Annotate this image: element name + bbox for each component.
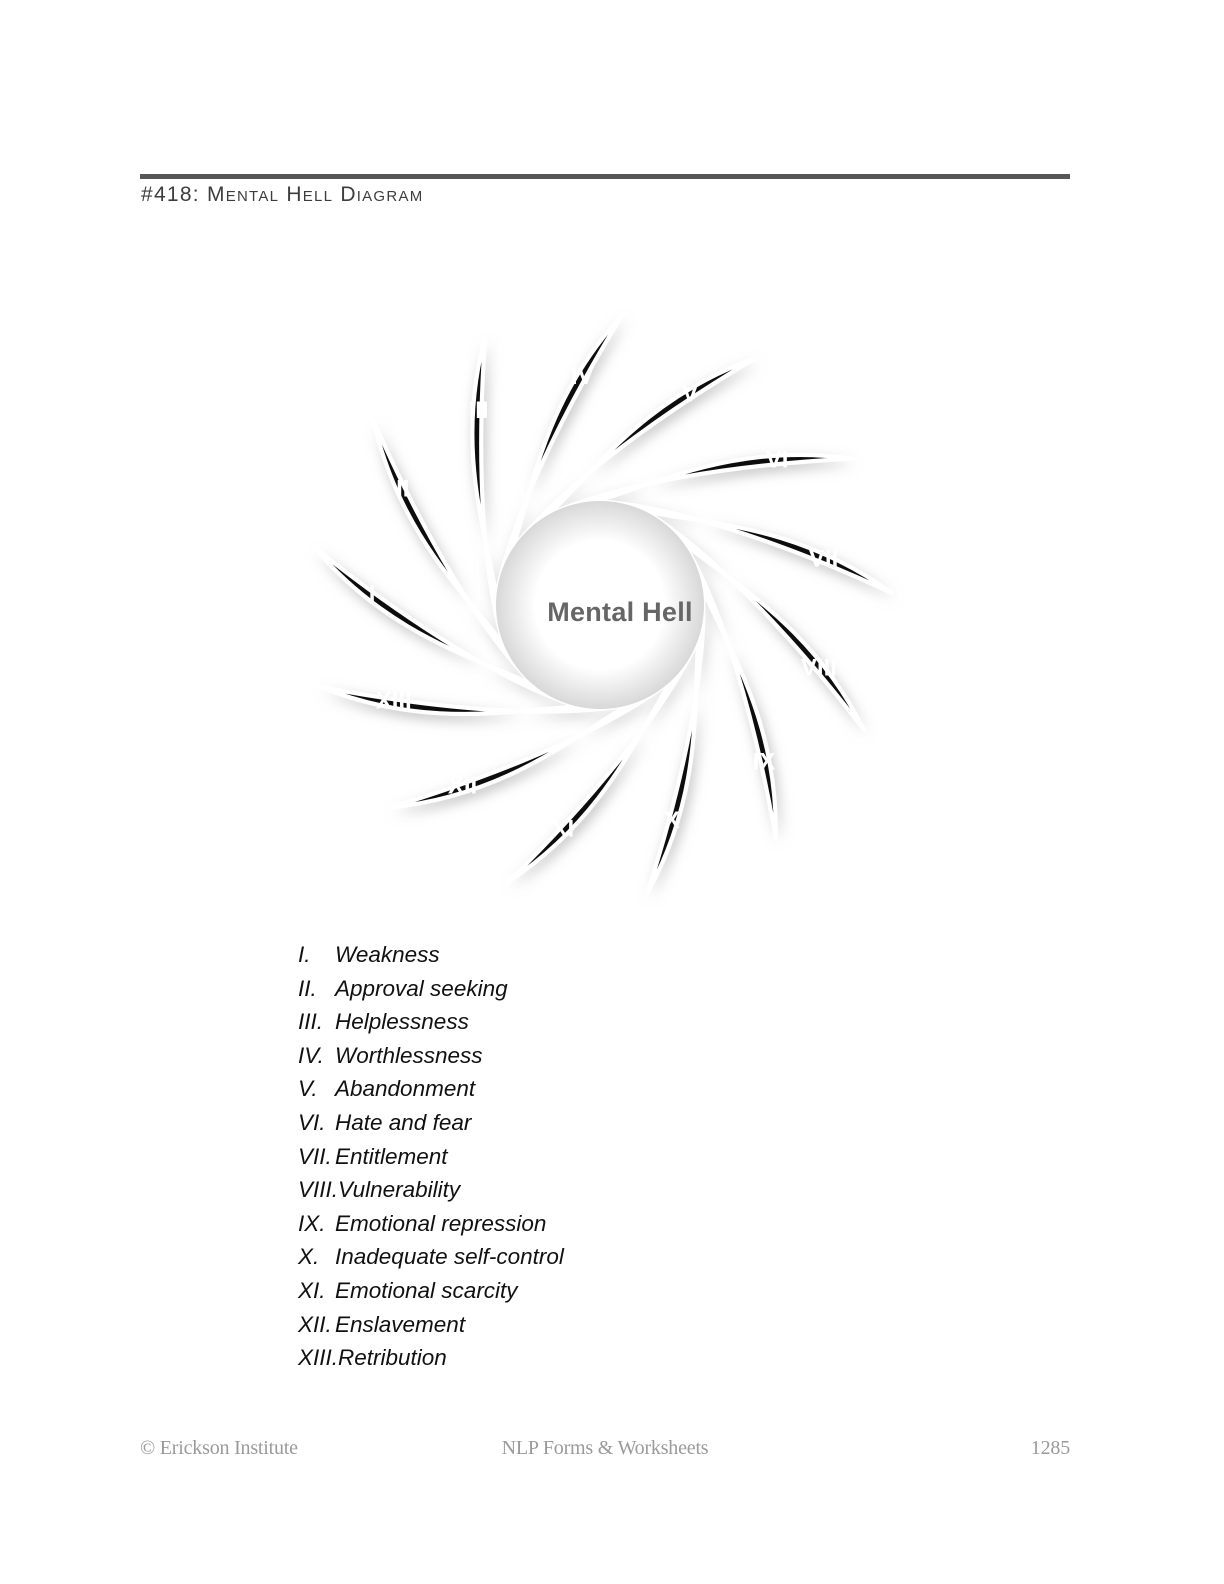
- list-item-label: Weakness: [335, 942, 440, 967]
- blade-numeral-XI: XI: [551, 815, 575, 843]
- blade-numeral-VII: VII: [808, 545, 839, 573]
- blade-numeral-I: I: [368, 580, 376, 608]
- list-item: [298, 1240, 918, 1274]
- list-item: [298, 1072, 918, 1106]
- list-item-label: Entitlement: [335, 1143, 448, 1169]
- blade-numeral-X: X: [663, 806, 680, 834]
- list-item-numeral: XI.: [298, 1277, 326, 1303]
- footer-page-number: 1285: [1030, 1437, 1070, 1459]
- list-item: [298, 1274, 918, 1308]
- list-item-label: Emotional repression: [335, 1210, 547, 1236]
- mental-hell-diagram: [280, 300, 920, 920]
- list-item: [298, 972, 918, 1006]
- list-item: [298, 1106, 918, 1140]
- list-item-numeral: X.: [298, 1244, 320, 1270]
- page-footer: [140, 1437, 1070, 1463]
- list-item: [298, 1039, 918, 1073]
- blade-numeral-XIII: XIII: [375, 687, 412, 715]
- list-item-label: Approval seeking: [335, 975, 508, 1001]
- list-item: [298, 1207, 918, 1241]
- list-item: [298, 938, 918, 972]
- list-item: [298, 1173, 918, 1207]
- blade-numeral-II: II: [396, 475, 410, 503]
- list-item-label: Helplessness: [335, 1009, 469, 1035]
- list-item: [298, 1341, 918, 1375]
- page-title: #418: Mental Hell Diagram: [141, 183, 424, 206]
- diagram-svg: [280, 300, 920, 920]
- blade-numeral-IV: IV: [570, 362, 594, 390]
- list-item-numeral: V.: [298, 1076, 318, 1102]
- list-item-numeral: I.: [298, 942, 311, 967]
- blade-numeral-VIII: VIII: [800, 654, 837, 682]
- mental-hell-item-list: [298, 938, 918, 1375]
- list-item-label: Vulnerability: [338, 1177, 461, 1203]
- blade-numeral-XII: XII: [447, 772, 478, 800]
- list-item-numeral: IV.: [298, 1042, 324, 1068]
- blade-numeral-VI: VI: [765, 446, 789, 474]
- list-item-numeral: VI.: [298, 1109, 326, 1135]
- list-item-numeral: II.: [298, 975, 317, 1001]
- list-item-numeral: VIII.: [298, 1177, 339, 1203]
- blade-numeral-V: V: [681, 380, 699, 408]
- list-item-numeral: XIII.: [298, 1345, 339, 1371]
- header-rule: [140, 174, 1070, 179]
- list-item-label: Retribution: [338, 1345, 447, 1371]
- list-item-label: Enslavement: [335, 1311, 466, 1337]
- center-label: Mental Hell: [547, 596, 693, 627]
- center-disc: [496, 501, 704, 709]
- footer-doc-title: NLP Forms & Worksheets: [501, 1437, 709, 1459]
- blade-numeral-IX: IX: [752, 748, 776, 776]
- list-item-numeral: XII.: [298, 1311, 332, 1337]
- list-item-numeral: VII.: [298, 1143, 332, 1169]
- list-item-label: Inadequate self-control: [335, 1244, 564, 1270]
- list-item-label: Worthlessness: [335, 1042, 483, 1068]
- list-item: [298, 1308, 918, 1342]
- list-item-numeral: IX.: [298, 1210, 326, 1236]
- list-item: [298, 1140, 918, 1174]
- blade-numeral-III: III: [468, 397, 489, 425]
- list-item-label: Abandonment: [335, 1076, 476, 1102]
- list-item-label: Emotional scarcity: [335, 1277, 518, 1303]
- list-item-numeral: III.: [298, 1009, 324, 1035]
- list-item: [298, 1005, 918, 1039]
- list-item-label: Hate and fear: [335, 1109, 472, 1135]
- footer-copyright: © Erickson Institute: [140, 1437, 298, 1459]
